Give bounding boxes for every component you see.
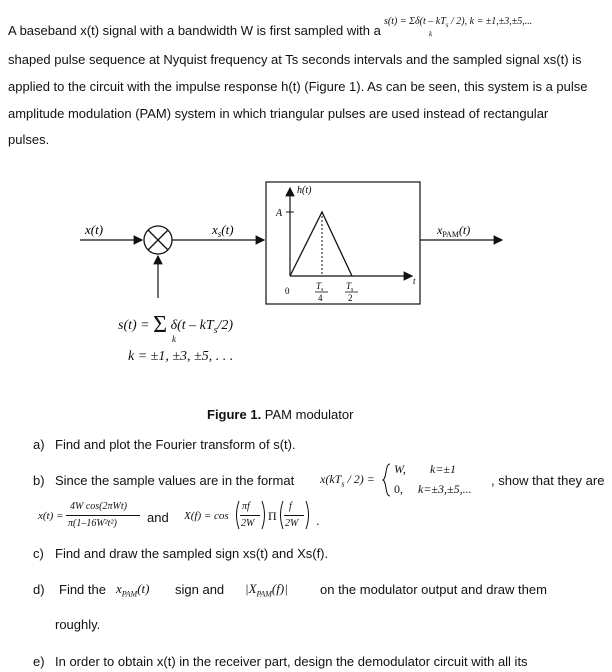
s-eq-rhs-tail: /2) bbox=[217, 318, 234, 333]
question-c-letter: c) bbox=[33, 546, 44, 561]
xf-lhs: X(f) = cos bbox=[184, 510, 229, 522]
piecewise-brace-icon bbox=[382, 463, 392, 497]
s-eq-lhs: s(t) = bbox=[118, 318, 150, 333]
frac1-denominator: 2W bbox=[241, 518, 255, 529]
xpam-sub: PAM bbox=[121, 589, 138, 599]
multiplier-icon bbox=[144, 226, 172, 254]
formula-end-dot: . bbox=[316, 513, 320, 528]
s-eq-rhs-sub: s bbox=[213, 324, 218, 336]
intro-formula-sub: s bbox=[445, 21, 449, 29]
question-a-letter: a) bbox=[33, 437, 45, 452]
frac2-numerator: f bbox=[289, 501, 292, 512]
frac1-numerator: πf bbox=[242, 501, 250, 512]
frac1-bar bbox=[240, 515, 260, 516]
intro-sampling-formula bbox=[384, 17, 532, 29]
intro-formula-end: / 2), k = ±1,±3,±5,... bbox=[448, 16, 533, 27]
input-signal-label: x(t) bbox=[85, 222, 104, 237]
and-word: and bbox=[147, 510, 169, 525]
question-b-trail: , show that they are bbox=[491, 473, 605, 488]
question-b-text: Since the sample values are in the format bbox=[55, 473, 295, 488]
intro-formula-sum-index: k bbox=[429, 30, 433, 38]
xpam-f-sub: PAM bbox=[256, 589, 272, 599]
svg-text:2: 2 bbox=[348, 293, 353, 303]
svg-text:Ts: $T_s$ bbox=[346, 281, 354, 293]
xpam-f-x: |X bbox=[245, 581, 257, 596]
origin-label: 0 bbox=[285, 286, 290, 296]
case2-value: 0, bbox=[394, 482, 403, 496]
caption-text: PAM modulator bbox=[261, 407, 354, 422]
intro-line-1: A baseband x(t) signal with a bandwidth W is first sampled with a bbox=[8, 23, 381, 38]
intro-line-2: shaped pulse sequence at Nyquist frequency at Ts seconds intervals and the sampled signal xs(t) is bbox=[8, 52, 582, 67]
intro-line-4: amplitude modulation (PAM) system in which triangular pulses are used instead of rectangular bbox=[8, 106, 549, 121]
intro-line-5: pulses. bbox=[8, 132, 50, 147]
sampled-signal-label: $x_s(t)$ bbox=[212, 222, 234, 239]
xt-fraction-bar bbox=[66, 515, 140, 516]
question-d-letter: d) bbox=[33, 582, 45, 597]
sum-index-k: k bbox=[172, 334, 176, 344]
xt-numerator: 4W cos(2πWt) bbox=[70, 501, 127, 512]
k-values: k = ±1, ±3, ±5, . . . bbox=[128, 349, 234, 364]
intro-formula-main: s(t) = Σδ(t – kT bbox=[384, 16, 446, 27]
xpam-f-magnitude-symbol bbox=[245, 582, 288, 599]
sample-lhs-tail: / 2) = bbox=[344, 472, 375, 486]
xpam-f-tail: (f)| bbox=[271, 581, 288, 596]
sampling-function-equation bbox=[118, 310, 233, 336]
t-axis-label: t bbox=[413, 276, 416, 286]
question-d-text-2: sign and bbox=[175, 582, 225, 597]
xpam-t-symbol bbox=[116, 582, 149, 599]
svg-text:4: 4 bbox=[318, 293, 323, 303]
intro-line-3: applied to the circuit with the impulse response h(t) (Figure 1). As can be seen, this system is a pulse bbox=[8, 79, 588, 94]
question-e-text: In order to obtain x(t) in the receiver part, design the demodulator circuit with all its bbox=[55, 654, 528, 669]
frac2-bar bbox=[284, 515, 304, 516]
sample-values-lhs bbox=[320, 473, 375, 488]
case2-condition: k=±3,±5,... bbox=[418, 482, 472, 496]
paren-4-icon bbox=[305, 500, 311, 530]
svg-text:Ts: $T_s$ bbox=[316, 281, 324, 293]
case1-condition: k=±1 bbox=[430, 462, 457, 476]
amplitude-label: A bbox=[276, 208, 283, 219]
sample-lhs: x(kT bbox=[320, 472, 342, 486]
output-signal-label: $x_{PAM}(t)$ bbox=[437, 223, 471, 239]
case1-value: W, bbox=[394, 462, 406, 476]
h-label: h(t) bbox=[297, 185, 312, 196]
rect-pi-symbol: Π bbox=[268, 509, 277, 523]
caption-label: Figure 1. bbox=[207, 407, 262, 422]
paren-2-icon bbox=[261, 500, 267, 530]
question-d-text-1: Find the bbox=[59, 582, 106, 597]
sample-lhs-sub: s bbox=[341, 479, 345, 489]
xt-lhs: x(t) = bbox=[38, 510, 64, 522]
xpam-x: x bbox=[116, 581, 122, 596]
question-d-text-3: on the modulator output and draw them bbox=[320, 582, 547, 597]
question-e-letter: e) bbox=[33, 654, 45, 669]
question-d-text-4: roughly. bbox=[55, 617, 101, 632]
sum-symbol: Σ bbox=[153, 312, 168, 338]
s-eq-rhs: δ(t – kT bbox=[170, 318, 214, 333]
xt-denominator: π(1–16W²t²) bbox=[68, 518, 117, 529]
figure-caption bbox=[207, 408, 353, 421]
xpam-tail: (t) bbox=[137, 581, 150, 596]
pam-modulator-diagram bbox=[0, 170, 612, 410]
question-b-letter: b) bbox=[33, 473, 45, 488]
frac2-denominator: 2W bbox=[285, 518, 299, 529]
question-a-text: Find and plot the Fourier transform of s(t). bbox=[55, 437, 296, 452]
question-c-text: Find and draw the sampled sign xs(t) and Xs(f). bbox=[55, 546, 329, 561]
